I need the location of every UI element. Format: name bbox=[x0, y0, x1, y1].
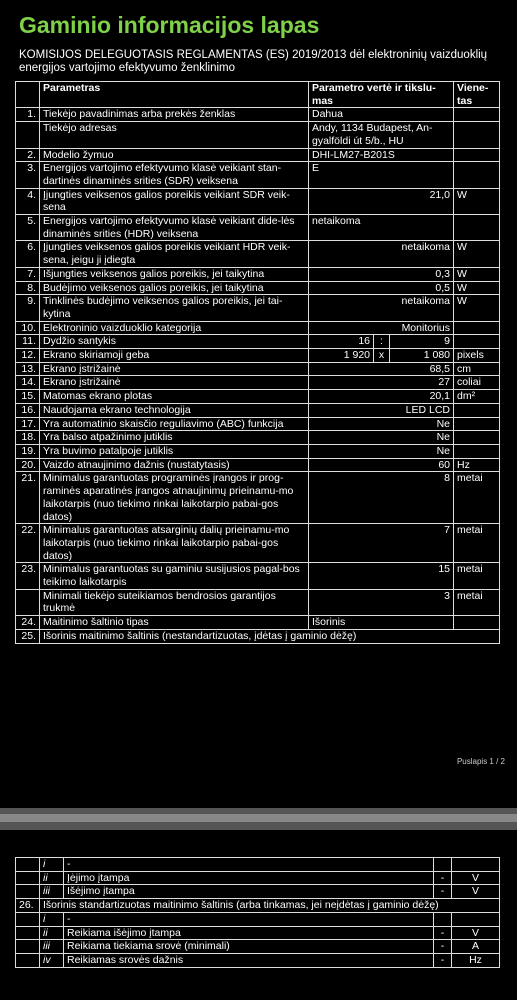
row-parameter: Dydžio santykis bbox=[40, 335, 309, 349]
sub-row-value: - bbox=[434, 940, 452, 954]
row-unit: coliai bbox=[454, 376, 500, 390]
row-value: Išorinis bbox=[309, 616, 454, 630]
sub-row-roman: iii bbox=[40, 940, 64, 954]
row-number: 19. bbox=[16, 444, 40, 458]
row-number: 21. bbox=[16, 472, 40, 524]
row-unit bbox=[454, 321, 500, 335]
sub-row bbox=[16, 926, 500, 940]
row-number: 6. bbox=[16, 241, 40, 267]
table-row bbox=[16, 431, 500, 445]
row-value: 21,0 bbox=[309, 188, 454, 214]
sub-row-unit: Hz bbox=[452, 953, 500, 967]
row-parameter: Įjungties veiksenos galios poreikis veikiant SDR veik-sena bbox=[40, 188, 309, 214]
sub-row-value: - bbox=[434, 885, 452, 899]
row-unit bbox=[454, 431, 500, 445]
sub-row-unit: A bbox=[452, 940, 500, 954]
row-unit: W bbox=[454, 241, 500, 267]
table-row bbox=[16, 241, 500, 267]
row-number: 11. bbox=[16, 335, 40, 349]
row-number: 3. bbox=[16, 162, 40, 188]
row-unit: dm² bbox=[454, 390, 500, 404]
sub-row-label: Reikiama tiekiama srovė (minimali) bbox=[64, 940, 434, 954]
row-unit: metai bbox=[454, 589, 500, 615]
row-value-a: 1 920 bbox=[309, 349, 374, 363]
table-row bbox=[16, 444, 500, 458]
row-value: 60 bbox=[309, 458, 454, 472]
row-value: 0,5 bbox=[309, 281, 454, 295]
row-value-separator: : bbox=[374, 335, 390, 349]
table-row bbox=[16, 403, 500, 417]
product-info-table-continued bbox=[15, 857, 500, 968]
row-number: 5. bbox=[16, 215, 40, 241]
table-row bbox=[16, 376, 500, 390]
row-parameter: Ekrano įstrižainė bbox=[40, 376, 309, 390]
row-value: 0,3 bbox=[309, 267, 454, 281]
row-unit bbox=[454, 122, 500, 148]
row-number: 10. bbox=[16, 321, 40, 335]
sub-row-roman: i bbox=[40, 912, 64, 926]
row-number: 8. bbox=[16, 281, 40, 295]
row-number: 15. bbox=[16, 390, 40, 404]
row-value: Dahua bbox=[309, 108, 454, 122]
row-parameter: Tiekėjo pavadinimas arba prekės ženklas bbox=[40, 108, 309, 122]
row-unit bbox=[454, 417, 500, 431]
row-value: 8 bbox=[309, 472, 454, 524]
sub-row bbox=[16, 885, 500, 899]
row-number: 18. bbox=[16, 431, 40, 445]
row-number: 23. bbox=[16, 563, 40, 589]
sub-row-value: - bbox=[434, 926, 452, 940]
table-row bbox=[16, 148, 500, 162]
row-value: netaikoma bbox=[309, 295, 454, 321]
table-row bbox=[16, 188, 500, 214]
row-parameter: Maitinimo šaltinio tipas bbox=[40, 616, 309, 630]
row-value: 3 bbox=[309, 589, 454, 615]
sub-row-roman: i bbox=[40, 858, 64, 872]
row-value-a: 16 bbox=[309, 335, 374, 349]
row-number: 24. bbox=[16, 616, 40, 630]
table-row bbox=[16, 122, 500, 148]
sub-row-value: - bbox=[434, 871, 452, 885]
row-parameter: Išorinis maitinimo šaltinis (nestandartizuotas, įdėtas į gaminio dėžę) bbox=[40, 629, 500, 643]
row-number: 2. bbox=[16, 148, 40, 162]
row-value: E bbox=[309, 162, 454, 188]
row-unit: W bbox=[454, 281, 500, 295]
sub-row-label: Reikiama išėjimo įtampa bbox=[64, 926, 434, 940]
row-parameter: Modelio žymuo bbox=[40, 148, 309, 162]
row-value: DHI-LM27-B201S bbox=[309, 148, 454, 162]
table-row bbox=[16, 899, 500, 913]
row-number: 20. bbox=[16, 458, 40, 472]
table-row bbox=[16, 390, 500, 404]
table-row bbox=[16, 472, 500, 524]
row-value: Andy, 1134 Budapest, An-gyalföldi út 5/b., HU bbox=[309, 122, 454, 148]
table-row bbox=[16, 563, 500, 589]
page-number: Puslapis 1 / 2 bbox=[456, 757, 505, 766]
row-unit: cm bbox=[454, 362, 500, 376]
table-header-row bbox=[16, 82, 500, 108]
product-info-table bbox=[15, 81, 500, 644]
row-parameter: Elektroninio vaizduoklio kategorija bbox=[40, 321, 309, 335]
sub-row bbox=[16, 953, 500, 967]
sub-row-label: Reikiamas srovės dažnis bbox=[64, 953, 434, 967]
sub-row-value bbox=[434, 858, 452, 872]
row-unit bbox=[454, 148, 500, 162]
row-number bbox=[16, 122, 40, 148]
table-row bbox=[16, 417, 500, 431]
row-unit: pixels bbox=[454, 349, 500, 363]
row-value: netaikoma bbox=[309, 215, 454, 241]
row-parameter: Budėjimo veiksenos galios poreikis, jei taikytina bbox=[40, 281, 309, 295]
table-row bbox=[16, 335, 500, 349]
row-unit: W bbox=[454, 267, 500, 281]
row-value-b: 1 080 bbox=[390, 349, 454, 363]
table-row bbox=[16, 281, 500, 295]
row-number: 13. bbox=[16, 362, 40, 376]
row-parameter: Minimalus garantuotas programinės įrangos ir prog-raminės aparatinės įrangos atnaujinimų prieinamu-mo laikotarpis (nuo tiekimo rinkai laikotarpio pabai-gos datos) bbox=[40, 472, 309, 524]
row-parameter: Minimalus garantuotas su gaminiu susijusios pagal-bos teikimo laikotarpis bbox=[40, 563, 309, 589]
row-unit: W bbox=[454, 295, 500, 321]
sub-row bbox=[16, 858, 500, 872]
row-unit: W bbox=[454, 188, 500, 214]
sub-row-unit: V bbox=[452, 926, 500, 940]
row-parameter: Yra balso atpažinimo jutiklis bbox=[40, 431, 309, 445]
sub-row-label: Išėjimo įtampa bbox=[64, 885, 434, 899]
row-parameter: Ekrano skiriamoji geba bbox=[40, 349, 309, 363]
row-value: 27 bbox=[309, 376, 454, 390]
row-number: 17. bbox=[16, 417, 40, 431]
sub-row-value bbox=[434, 912, 452, 926]
sub-row-roman: iii bbox=[40, 885, 64, 899]
table-row bbox=[16, 267, 500, 281]
table-row bbox=[16, 321, 500, 335]
row-value: Monitorius bbox=[309, 321, 454, 335]
table-row bbox=[16, 362, 500, 376]
row-number: 22. bbox=[16, 524, 40, 563]
document-page-2 bbox=[0, 830, 517, 1000]
row-unit bbox=[454, 444, 500, 458]
sub-row-roman: iv bbox=[40, 953, 64, 967]
row-parameter: Išorinis standartizuotas maitinimo šaltinis (arba tinkamas, jei neįdėtas į gaminio dėžę) bbox=[40, 899, 500, 913]
table-row bbox=[16, 162, 500, 188]
row-value: 15 bbox=[309, 563, 454, 589]
row-parameter: Vaizdo atnaujinimo dažnis (nustatytasis) bbox=[40, 458, 309, 472]
table-row bbox=[16, 524, 500, 563]
sub-row-label: - bbox=[64, 912, 434, 926]
document-title: Gaminio informacijos lapas bbox=[19, 12, 320, 38]
sub-row bbox=[16, 871, 500, 885]
row-parameter: Išjungties veiksenos galios poreikis, jei taikytina bbox=[40, 267, 309, 281]
row-number bbox=[16, 589, 40, 615]
sub-row-unit: V bbox=[452, 885, 500, 899]
header-value: Parametro vertė ir tikslu-mas bbox=[309, 82, 454, 108]
row-unit: metai bbox=[454, 472, 500, 524]
page-separator-line bbox=[0, 814, 517, 822]
row-parameter: Yra automatinio skaisčio reguliavimo (ABC) funkcija bbox=[40, 417, 309, 431]
row-parameter: Minimalus garantuotas atsarginių dalių prieinamu-mo laikotarpis (nuo tiekimo rinkai laikotarpio pabai-gos datos) bbox=[40, 524, 309, 563]
row-parameter: Tinklinės budėjimo veiksenos galios poreikis, jei tai-kytina bbox=[40, 295, 309, 321]
row-number: 12. bbox=[16, 349, 40, 363]
row-value: netaikoma bbox=[309, 241, 454, 267]
row-unit: Hz bbox=[454, 458, 500, 472]
row-number: 7. bbox=[16, 267, 40, 281]
header-unit: Viene-tas bbox=[454, 82, 500, 108]
row-unit bbox=[454, 616, 500, 630]
header-parameter: Parametras bbox=[40, 82, 309, 108]
table-row bbox=[16, 616, 500, 630]
row-number: 16. bbox=[16, 403, 40, 417]
row-parameter: Įjungties veiksenos galios poreikis veikiant HDR veik-sena, jeigu ji įdiegta bbox=[40, 241, 309, 267]
row-parameter: Matomas ekrano plotas bbox=[40, 390, 309, 404]
sub-row bbox=[16, 912, 500, 926]
row-value: Ne bbox=[309, 431, 454, 445]
row-number: 26. bbox=[16, 899, 40, 913]
sub-row-unit bbox=[452, 858, 500, 872]
row-number: 25. bbox=[16, 629, 40, 643]
row-unit bbox=[454, 335, 500, 349]
row-value: 20,1 bbox=[309, 390, 454, 404]
sub-row-roman: ii bbox=[40, 926, 64, 940]
row-parameter: Minimali tiekėjo suteikiamos bendrosios garantijos trukmė bbox=[40, 589, 309, 615]
sub-row-roman: ii bbox=[40, 871, 64, 885]
sub-row-unit bbox=[452, 912, 500, 926]
row-parameter: Energijos vartojimo efektyvumo klasė veikiant stan-dartinės dinaminės srities (SDR) veiksena bbox=[40, 162, 309, 188]
row-value-separator: x bbox=[374, 349, 390, 363]
table-row bbox=[16, 349, 500, 363]
sub-row-label: - bbox=[64, 858, 434, 872]
table-row bbox=[16, 589, 500, 615]
row-value: Ne bbox=[309, 444, 454, 458]
sub-row bbox=[16, 940, 500, 954]
row-parameter: Tiekėjo adresas bbox=[40, 122, 309, 148]
row-parameter: Ekrano įstrižainė bbox=[40, 362, 309, 376]
row-number: 14. bbox=[16, 376, 40, 390]
row-number: 9. bbox=[16, 295, 40, 321]
row-unit bbox=[454, 162, 500, 188]
sub-row-value: - bbox=[434, 953, 452, 967]
table-row bbox=[16, 295, 500, 321]
row-number: 1. bbox=[16, 108, 40, 122]
row-unit: metai bbox=[454, 563, 500, 589]
table-row bbox=[16, 629, 500, 643]
row-unit bbox=[454, 403, 500, 417]
sub-row-label: Įėjimo įtampa bbox=[64, 871, 434, 885]
row-parameter: Yra buvimo patalpoje jutiklis bbox=[40, 444, 309, 458]
row-value: 7 bbox=[309, 524, 454, 563]
row-parameter: Energijos vartojimo efektyvumo klasė veikiant dide-lės dinaminės srities (HDR) veiksena bbox=[40, 215, 309, 241]
row-number: 4. bbox=[16, 188, 40, 214]
row-value: LED LCD bbox=[309, 403, 454, 417]
row-unit bbox=[454, 108, 500, 122]
row-value: 68,5 bbox=[309, 362, 454, 376]
row-unit bbox=[454, 215, 500, 241]
table-row bbox=[16, 458, 500, 472]
table-row bbox=[16, 215, 500, 241]
sub-row-unit: V bbox=[452, 871, 500, 885]
row-parameter: Naudojama ekrano technologija bbox=[40, 403, 309, 417]
row-unit: metai bbox=[454, 524, 500, 563]
row-value-b: 9 bbox=[390, 335, 454, 349]
table-row bbox=[16, 108, 500, 122]
regulation-subtitle: KOMISIJOS DELEGUOTASIS REGLAMENTAS (ES) 2019/2013 dėl elektroninių vaizduoklių energijos vartojimo efektyvumo ženklinimo bbox=[19, 49, 488, 74]
row-value: Ne bbox=[309, 417, 454, 431]
